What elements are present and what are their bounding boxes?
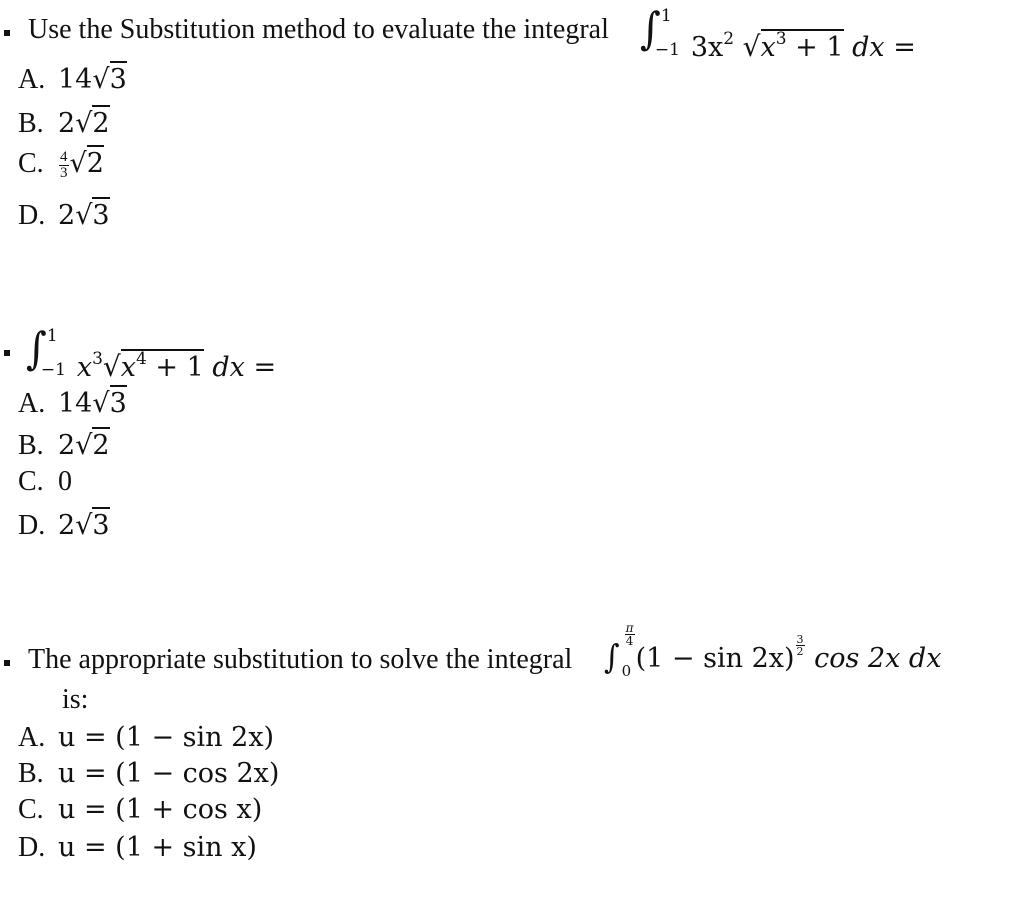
radicand-tail: + 1 bbox=[146, 352, 204, 383]
q3-option-b[interactable]: B. u = (1 − cos 2x) bbox=[18, 758, 280, 789]
q1-option-c[interactable]: C. $\frac{4}{3}$ √2 bbox=[18, 148, 104, 181]
question-3-integral bbox=[604, 622, 941, 678]
q2-option-b[interactable]: B. 2√2 bbox=[18, 430, 110, 462]
q1-option-b[interactable]: B. 2√2 bbox=[18, 108, 110, 140]
dx: dx bbox=[852, 32, 885, 63]
lower-limit: 0 bbox=[621, 662, 632, 680]
lower-limit: −1 bbox=[40, 360, 66, 380]
radicand-exp: 3 bbox=[775, 29, 787, 49]
upper-limit: 1 bbox=[46, 326, 58, 346]
question-3-prompt-cont: is: bbox=[62, 684, 89, 715]
upper-limit: 1 bbox=[660, 6, 672, 26]
dx: dx bbox=[212, 352, 245, 383]
upper-limit-fraction: $\frac{\pi}{4}$ bbox=[625, 621, 634, 648]
integral-sign: ∫ bbox=[604, 638, 620, 677]
question-2-integral bbox=[26, 323, 277, 383]
exponent-fraction: $\frac{3}{2}$ bbox=[796, 633, 804, 658]
equals-sign: = bbox=[893, 32, 916, 63]
radicand-exp: 4 bbox=[135, 349, 147, 369]
radicand-var: x bbox=[120, 352, 136, 383]
question-1-integral bbox=[640, 3, 916, 63]
question-1-prompt bbox=[28, 14, 609, 46]
integrand-coef: 3x bbox=[690, 32, 724, 63]
question-1-prompt-text: Use the Substitution method to evaluate the integral bbox=[28, 14, 609, 45]
question-1-bullet bbox=[4, 30, 10, 36]
integral-sign: ∫ bbox=[640, 3, 661, 55]
radicand-tail: + 1 bbox=[786, 32, 844, 63]
integrand-coef: x bbox=[76, 352, 93, 383]
question-3-bullet bbox=[4, 660, 10, 666]
q1-option-d[interactable]: D. 2√3 bbox=[18, 200, 110, 232]
question-2-bullet bbox=[4, 350, 10, 356]
question-3-prompt bbox=[28, 644, 572, 676]
q2-option-c[interactable]: C. 0 bbox=[18, 466, 72, 497]
integral-sign: ∫ bbox=[26, 323, 47, 375]
sqrt-symbol: √ bbox=[102, 350, 121, 383]
q2-option-a[interactable]: A. 14√3 bbox=[18, 388, 127, 420]
fraction: $\frac{4}{3}$ bbox=[60, 149, 68, 182]
integrand-body: (1 − sin 2x) bbox=[635, 643, 795, 674]
q3-option-c[interactable]: C. u = (1 + cos x) bbox=[18, 794, 263, 825]
lower-limit: −1 bbox=[654, 40, 680, 60]
question-3-prompt-text: The appropriate substitution to solve the integral bbox=[28, 644, 573, 675]
q3-option-a[interactable]: A. u = (1 − sin 2x) bbox=[18, 722, 275, 753]
q1-option-a[interactable]: A. 14√3 bbox=[18, 64, 127, 96]
radicand-var: x bbox=[760, 32, 776, 63]
equals-sign: = bbox=[253, 352, 277, 383]
sqrt-symbol: √ bbox=[742, 30, 761, 63]
integrand-coef-exp: 2 bbox=[723, 29, 735, 49]
integrand-coef-exp: 3 bbox=[92, 349, 103, 369]
q3-option-d[interactable]: D. u = (1 + sin x) bbox=[18, 832, 257, 863]
q2-option-d[interactable]: D. 2√3 bbox=[18, 510, 110, 542]
integrand-tail: cos 2x dx bbox=[805, 643, 942, 674]
